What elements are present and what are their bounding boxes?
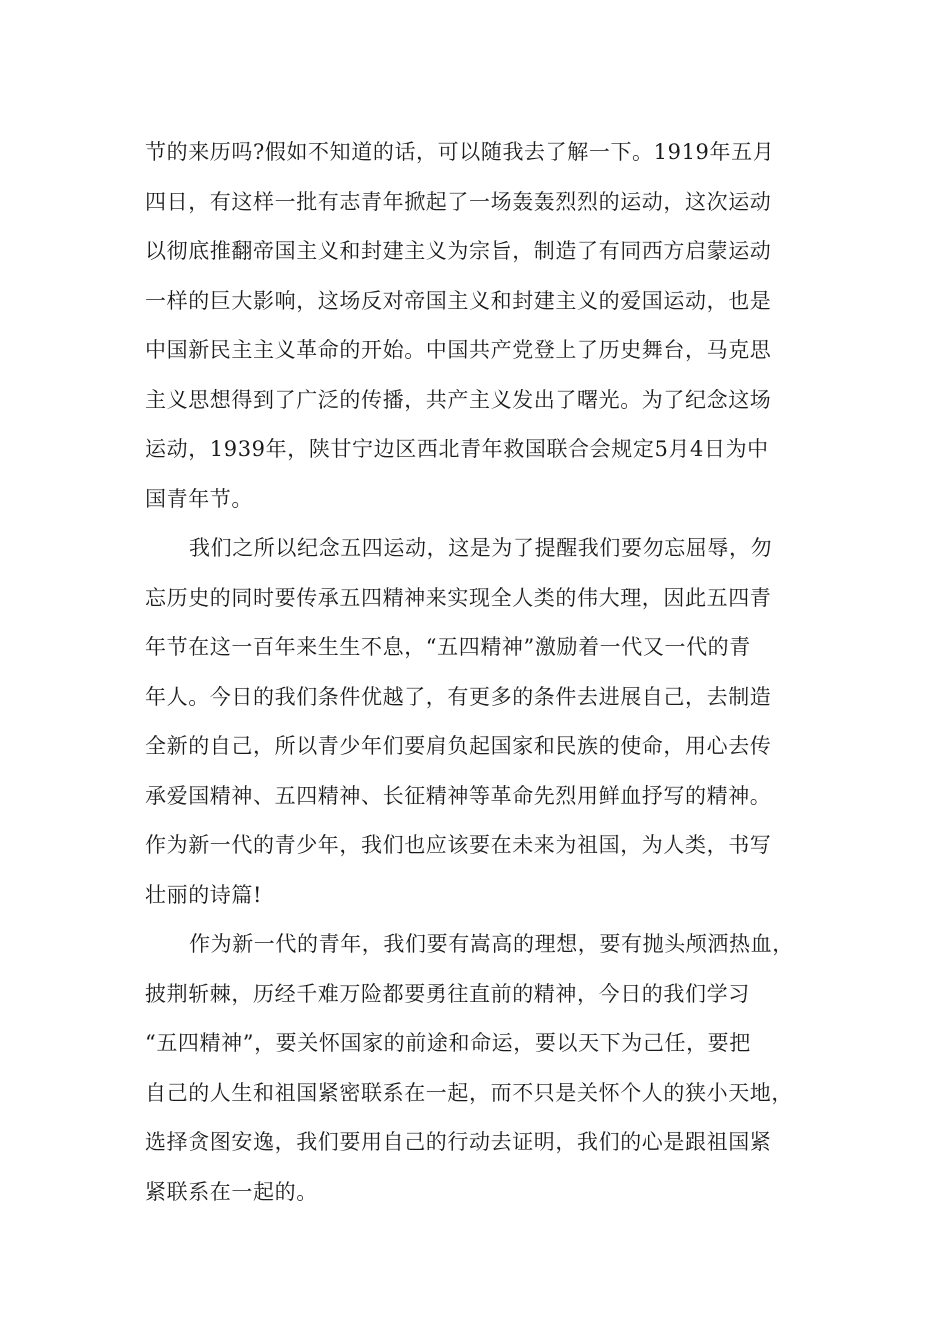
paragraph-3-line-3: “五四精神”，要关怀国家的前途和命运，要以天下为己任，要把 <box>145 1031 751 1055</box>
paragraph-2-line-2: 忘历史的同时要传承五四精神来实现全人类的伟大理，因此五四青 <box>145 585 772 610</box>
paragraph-1-line-1: 节的来历吗?假如不知道的话，可以随我去了解一下。1919年五月 <box>145 140 775 164</box>
paragraph-2-line-4: 年人。今日的我们条件优越了，有更多的条件去进展自己，去制造 <box>145 684 772 709</box>
paragraph-3-line-5: 选择贪图安逸，我们要用自己的行动去证明，我们的心是跟祖国紧 <box>145 1130 772 1154</box>
paragraph-3-line-2: 披荆斩棘，历经千难万险都要勇往直前的精神，今日的我们学习 <box>145 981 750 1006</box>
paragraph-3-line-4: 自己的人生和祖国紧密联系在一起，而不只是关怀个人的狭小天地， <box>145 1080 793 1105</box>
paragraph-1-line-6: 主义思想得到了广泛的传播，共产主义发出了曙光。为了纪念这场 <box>145 387 772 412</box>
paragraph-1-line-5: 中国新民主主义革命的开始。中国共产党登上了历史舞台，马克思 <box>145 338 772 362</box>
document-body <box>145 128 815 1217</box>
paragraph-2-line-8: 壮丽的诗篇! <box>145 882 263 907</box>
paragraph-1-line-4: 一样的巨大影响，这场反对帝国主义和封建主义的爱国运动，也是 <box>145 288 772 313</box>
paragraph-1-line-8: 国青年节。 <box>145 486 253 511</box>
paragraph-2-line-3: 年节在这一百年来生生不息，“五四精神”激励着一代又一代的青 <box>145 635 751 659</box>
paragraph-2-line-5: 全新的自己，所以青少年们要肩负起国家和民族的使命，用心去传 <box>145 734 772 758</box>
paragraph-1-line-7: 运动，1939年，陕甘宁边区西北青年救国联合会规定5月4日为中 <box>145 437 769 461</box>
paragraph-2-line-6: 承爱国精神、五四精神、长征精神等革命先烈用鲜血抒写的精神。 <box>145 783 772 808</box>
paragraph-2-line-7: 作为新一代的青少年，我们也应该要在未来为祖国，为人类，书写 <box>145 833 772 857</box>
paragraph-2-line-1: 我们之所以纪念五四运动，这是为了提醒我们要勿忘屈辱，勿 <box>189 536 773 560</box>
paragraph-3-line-6: 紧联系在一起的。 <box>145 1179 318 1204</box>
paragraph-1-line-2: 四日，有这样一批有志青年掀起了一场轰轰烈烈的运动，这次运动 <box>145 189 772 214</box>
paragraph-1-line-3: 以彻底推翻帝国主义和封建主义为宗旨，制造了有同西方启蒙运动 <box>145 239 772 263</box>
paragraph-3-line-1: 作为新一代的青年，我们要有嵩高的理想，要有抛头颅洒热血， <box>189 932 794 956</box>
